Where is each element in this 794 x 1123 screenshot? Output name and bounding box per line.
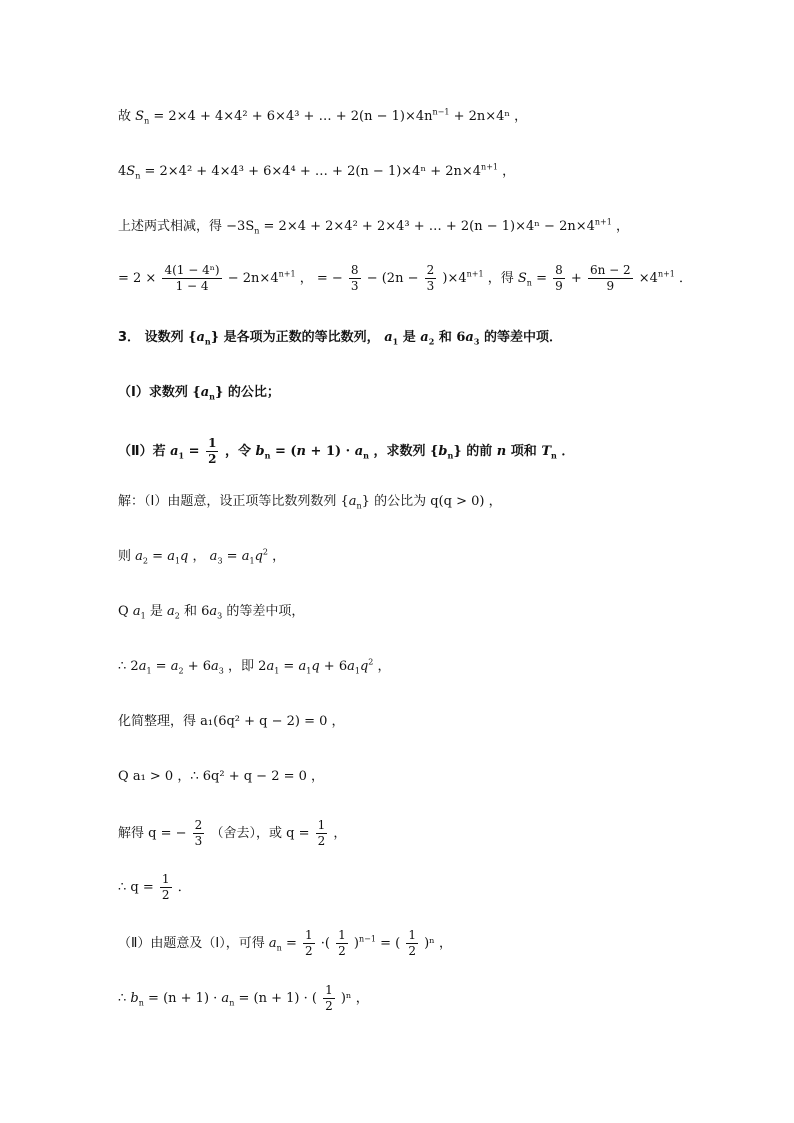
derivation-line-3: 上述两式相减，得 $-3S_n = 2\times 4 + 2\times 4^2 + 2\times 4^3$ + … + $2(n - 1)\times 4^n - 2n\times 4^{n+1}$ ，: [118, 217, 629, 236]
derivation-line-2: $4S_n = 2\times 4^2 + 4\times 4^3 + 6\times 4^4$ + … + $2(n - 1)\times 4^n + 2n\times 4^{n+1}$ ，: [118, 162, 516, 181]
fraction: $\frac{6n - 2}{9}$: [589, 263, 631, 293]
fraction: $\frac{1}{2}$: [325, 983, 333, 1013]
problem-number: 3．: [118, 330, 141, 345]
fraction: $\frac{1}{2}$: [408, 928, 416, 958]
problem-3-part-1: （Ⅰ）求数列 $\{a_n\}$ 的公比；: [118, 385, 280, 402]
solution-line-4: ∴ $2a_1 = a_2 + 6a_3$ ，即 $2a_1 = a_1q + 6a_1q^2$ ，: [118, 657, 391, 676]
solution-line-3: Q $a_1$ 是 $a_2$ 和 $6a_3$ 的等差中项，: [118, 604, 305, 621]
fraction: $\frac{1}{2}$: [338, 928, 346, 958]
solution-line-2: 则 $a_2 = a_1q$ ， $a_3 = a_1q^2$ ，: [118, 547, 286, 566]
fraction: $\frac{\text{4(1 − 4ⁿ)}}{1 - 4}$: [164, 263, 220, 293]
solution-line-8: ∴ q = $\frac{1}{2}$ ．: [118, 872, 191, 902]
fraction: $\frac{2}{3}$: [194, 818, 203, 848]
fraction: $\frac{1}{2}$: [317, 818, 326, 848]
problem-3-part-2: （Ⅱ）若 $a_1$ = $\frac{1}{2}$ ，令 $b_n = (n + 1) \cdot a_n$ ，求数列 $\{b_n\}$ 的前 n 项和 $T_n$ ．: [118, 436, 575, 466]
fraction: $\frac{8}{9}$: [555, 263, 563, 293]
solution-line-5: 化简整理，得 a₁(6q² + q − 2) = 0 ，: [118, 714, 345, 729]
solution-line-9: （Ⅱ）由题意及（Ⅰ），可得 $a_n$ = $\frac{1}{2}$ ·( $\frac{1}{2}$ )$^{n-1}$ = ( $\frac{1}{2}$ )ⁿ ，: [118, 928, 452, 958]
fraction: $\frac{2}{3}$: [426, 263, 435, 293]
fraction: $\frac{8}{3}$: [350, 263, 359, 293]
solution-line-10: ∴ $b_n = (n + 1) \cdot a_n = (n + 1)$ · ( $\frac{1}{2}$ )ⁿ ，: [118, 983, 369, 1013]
solution-line-7: 解得 q = − $\frac{2}{3}$ （舍去），或 q = $\frac{1}{2}$ ，: [118, 818, 347, 848]
solution-line-1: 解：（Ⅰ）由题意，设正项等比数列数列 $\{a_n\}$ 的公比为 q(q > 0) ，: [118, 494, 502, 511]
fraction: $\frac{1}{2}$: [161, 872, 170, 902]
fraction: $\frac{1}{2}$: [304, 928, 313, 958]
fraction: $\frac{1}{2}$: [208, 436, 217, 466]
solution-line-6: Q a₁ > 0 ，∴ 6q² + q − 2 = 0 ，: [118, 769, 325, 784]
derivation-line-4: = 2 × $\frac{\text{4(1 − 4ⁿ)}}{1 - 4}$ − $2n\times 4^{n+1}$ ， = − $\frac{8}{3}$ − (2n − $\frac{2}{3}$ )$\times 4^{n+1}$ ，得 $S_n$ = $\frac{8}{9}$ + $\frac{6n - 2}{9}$ $\times 4^{n+1}$ ．: [118, 263, 693, 293]
problem-3-stem: 3． 设数列 $\{a_n\}$ 是各项为正数的等比数列， $a_1$ 是 $a_2$ 和 $6a_3$ 的等差中项．: [118, 330, 562, 347]
derivation-line-1: 故 $S_n = 2\times 4 + 4\times 4^2 + 6\times 4^3$ + … + $2(n - 1)\times 4n^{n-1} + 2n\times 4^n$ ，: [118, 107, 528, 126]
